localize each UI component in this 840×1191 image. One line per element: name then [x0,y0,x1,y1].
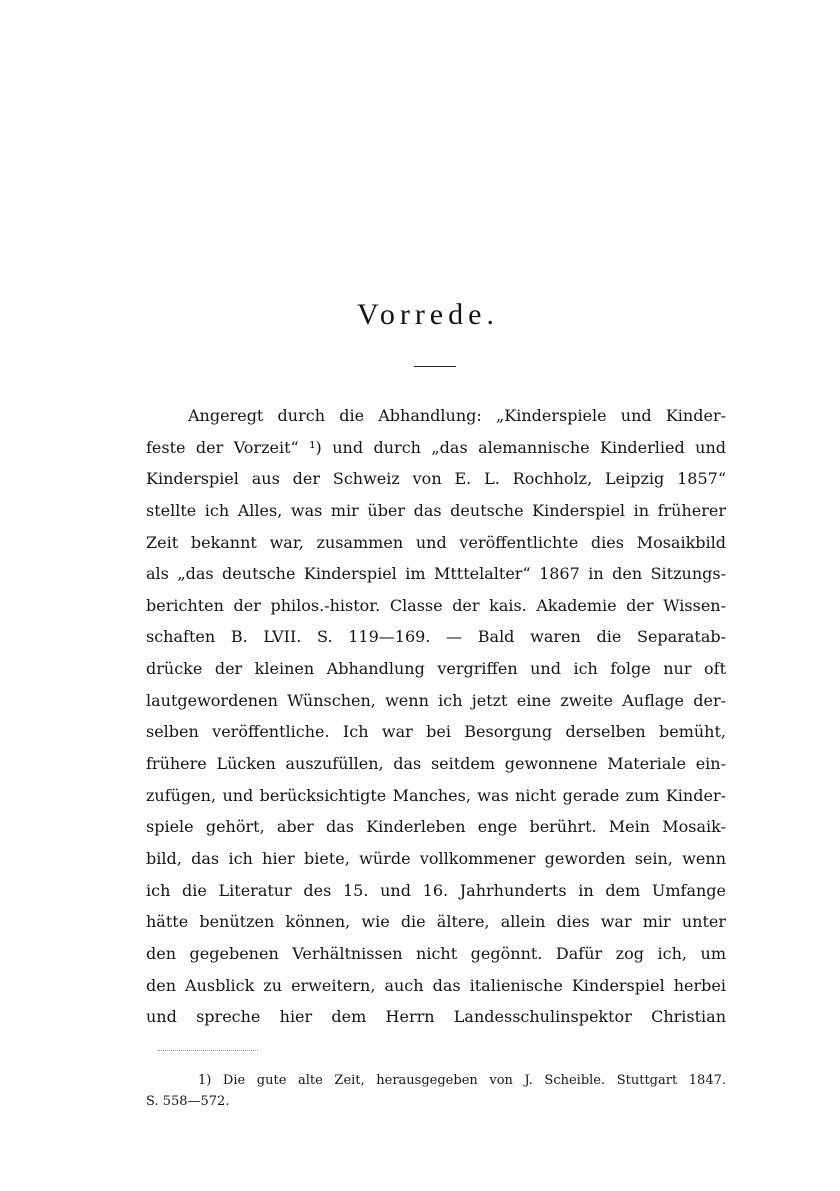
text-line: Angeregt durch die Abhandlung: „Kinderspiele und Kinder- [188,406,726,425]
body-text [146,400,726,1033]
text-line: und spreche hier dem Herrn Landesschulinspektor Christian [146,1007,726,1027]
title-divider [414,366,456,367]
text-line: stellte ich Alles, was mir über das deutsche Kinderspiel in früherer [146,500,726,520]
text-line: berichten der philos.-histor. Classe der kais. Akademie der Wissen- [146,595,726,615]
text-line: spiele gehört, aber das Kinderleben enge berührt. Mein Mosaik- [146,817,726,837]
footnote-line: 1) Die gute alte Zeit, herausgegeben von J. Scheible. Stuttgart 1847. [198,1073,726,1088]
text-line: den Ausblick zu erweitern, auch das italienische Kinderspiel herbei [146,975,726,995]
text-line: frühere Lücken auszufüllen, das seitdem gewonnene Materiale ein- [146,754,726,774]
text-line: lautgewordenen Wünschen, wenn ich jetzt eine zweite Auflage der- [146,690,726,710]
text-line: Kinderspiel aus der Schweiz von E. L. Rochholz, Leipzig 1857“ [146,469,726,489]
footnote [146,1070,726,1112]
text-line: bild, das ich hier biete, würde vollkommener geworden sein, wenn [146,848,726,868]
footnote-separator [158,1050,258,1051]
footnote-line: S. 558—572. [146,1094,230,1109]
text-line: hätte benützen können, wie die ältere, allein dies war mir unter [146,912,726,932]
text-line: den gegebenen Verhältnissen nicht gegönnt. Dafür zog ich, um [146,943,726,963]
text-line: selben veröffentliche. Ich war bei Besorgung derselben bemüht, [146,722,726,742]
text-line: Zeit bekannt war, zusammen und veröffentlichte dies Mosaikbild [146,532,726,552]
text-line: schaften B. LVII. S. 119—169. — Bald waren die Separatab- [146,627,726,647]
text-line: feste der Vorzeit“ ¹) und durch „das alemannische Kinderlied und [146,437,726,457]
text-line: zufügen, und berücksichtigte Manches, was nicht gerade zum Kinder- [146,785,726,805]
text-line: als „das deutsche Kinderspiel im Mtttelalter“ 1867 in den Sitzungs- [146,564,726,584]
page-title: Vorrede. [357,298,499,331]
text-line: ich die Literatur des 15. und 16. Jahrhunderts in dem Umfange [146,880,726,900]
text-line: drücke der kleinen Abhandlung vergriffen und ich folge nur oft [146,659,726,679]
